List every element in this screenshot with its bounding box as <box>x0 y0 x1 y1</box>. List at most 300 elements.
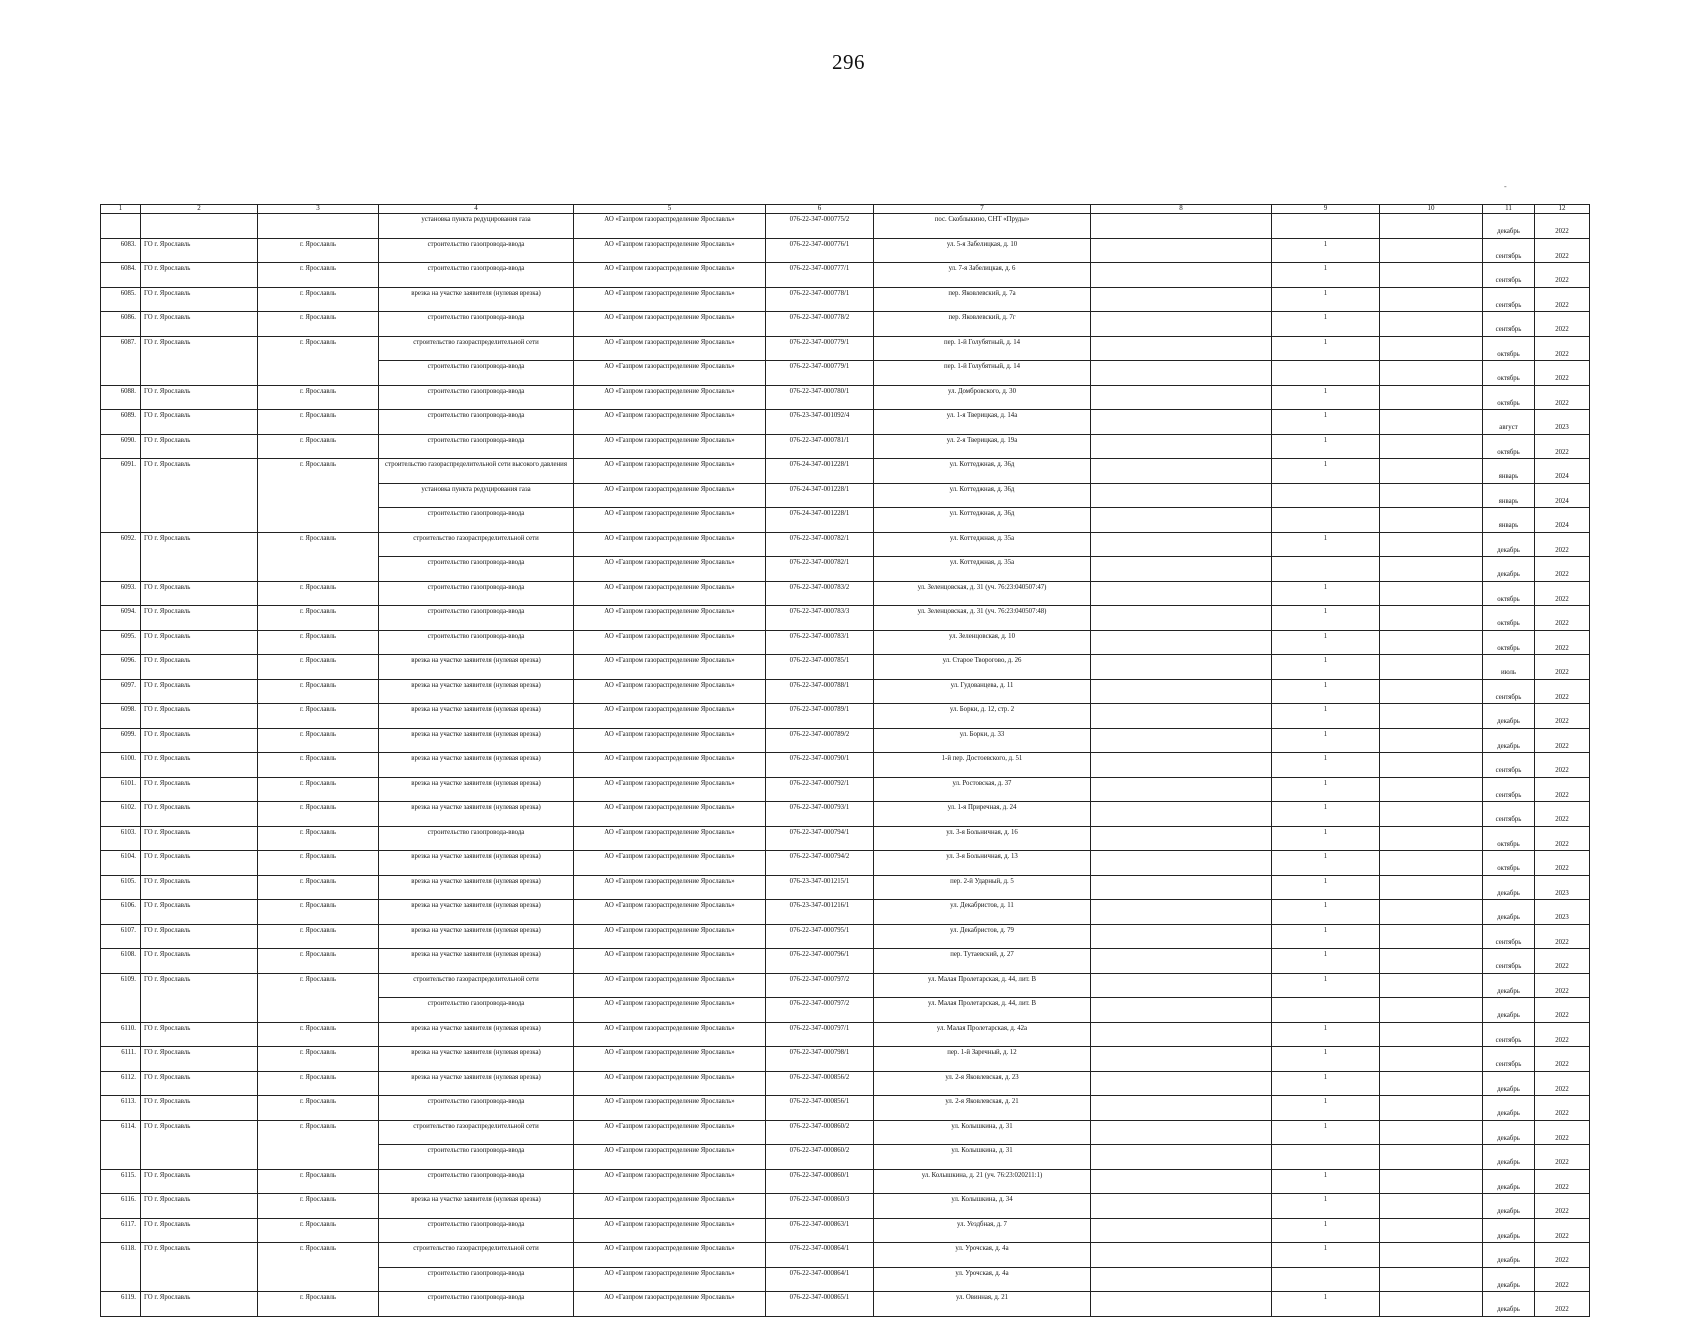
cell-address: ул. 2-я Яковлевская, д. 23 <box>874 1071 1091 1096</box>
cell-organization: АО «Газпром газораспределение Ярославль» <box>574 238 766 263</box>
cell-col-9 <box>1272 1145 1380 1170</box>
cell-organization: АО «Газпром газораспределение Ярославль» <box>574 581 766 606</box>
cell-address: ул. Овинная, д. 21 <box>874 1292 1091 1317</box>
cell-city: г. Ярославль <box>258 1120 379 1145</box>
cell-address: ул. 3-я Больничная, д. 13 <box>874 851 1091 876</box>
cell-row-number: 6089. <box>101 410 141 435</box>
table-row <box>101 875 1590 900</box>
cell-organization: АО «Газпром газораспределение Ярославль» <box>574 875 766 900</box>
cell-address: ул. Малая Пролетарская, д. 42а <box>874 1022 1091 1047</box>
cell-col-8 <box>1091 1022 1272 1047</box>
cell-col-9: 1 <box>1272 532 1380 557</box>
cell-month: декабрь <box>1483 728 1535 753</box>
cell-address: ул. Зеленцовская, д. 31 (уч. 76:23:040507:47) <box>874 581 1091 606</box>
cell-address: ул. Борки, д. 33 <box>874 728 1091 753</box>
cell-year: 2022 <box>1535 630 1590 655</box>
cell-year: 2022 <box>1535 753 1590 778</box>
cell-row-number: 6109. <box>101 973 141 998</box>
cell-row-number <box>101 214 141 239</box>
cell-application-code: 076-22-347-000789/1 <box>766 704 874 729</box>
cell-col-9: 1 <box>1272 1022 1380 1047</box>
cell-address: ул. Колышкина, д. 21 (уч. 76:23:020211:1) <box>874 1169 1091 1194</box>
cell-year: 2022 <box>1535 434 1590 459</box>
cell-row-number: 6099. <box>101 728 141 753</box>
cell-col-10 <box>1380 630 1483 655</box>
cell-address: ул. Малая Пролетарская, д. 44, лит. В <box>874 973 1091 998</box>
cell-municipality <box>141 1267 258 1292</box>
cell-address: ул. 7-я Забелицкая, д. 6 <box>874 263 1091 288</box>
cell-city: г. Ярославль <box>258 434 379 459</box>
cell-organization: АО «Газпром газораспределение Ярославль» <box>574 1120 766 1145</box>
cell-month: июль <box>1483 655 1535 680</box>
cell-row-number: 6092. <box>101 532 141 557</box>
cell-col-9: 1 <box>1272 1096 1380 1121</box>
cell-row-number: 6091. <box>101 459 141 484</box>
cell-work-type: строительство газопровода-ввода <box>379 508 574 533</box>
cell-municipality: ГО г. Ярославль <box>141 434 258 459</box>
cell-col-8 <box>1091 532 1272 557</box>
cell-address: ул. Декабристов, д. 11 <box>874 900 1091 925</box>
cell-work-type: врезка на участке заявителя (нулевая врезка) <box>379 1022 574 1047</box>
cell-city: г. Ярославль <box>258 312 379 337</box>
cell-city: г. Ярославль <box>258 532 379 557</box>
cell-col-8 <box>1091 1047 1272 1072</box>
cell-application-code: 076-22-347-000782/1 <box>766 532 874 557</box>
cell-municipality: ГО г. Ярославль <box>141 924 258 949</box>
cell-col-9: 1 <box>1272 581 1380 606</box>
cell-row-number: 6110. <box>101 1022 141 1047</box>
cell-col-8 <box>1091 214 1272 239</box>
col-header: 4 <box>379 205 574 214</box>
cell-row-number <box>101 483 141 508</box>
cell-city: г. Ярославль <box>258 410 379 435</box>
table-row <box>101 704 1590 729</box>
table-row <box>101 483 1590 508</box>
cell-city: г. Ярославль <box>258 1292 379 1317</box>
cell-year: 2022 <box>1535 802 1590 827</box>
cell-col-10 <box>1380 802 1483 827</box>
cell-work-type: строительство газопровода-ввода <box>379 312 574 337</box>
cell-month: октябрь <box>1483 606 1535 631</box>
cell-application-code: 076-22-347-000775/2 <box>766 214 874 239</box>
cell-year: 2022 <box>1535 287 1590 312</box>
cell-work-type: врезка на участке заявителя (нулевая врезка) <box>379 1047 574 1072</box>
cell-col-9: 1 <box>1272 753 1380 778</box>
cell-municipality: ГО г. Ярославль <box>141 802 258 827</box>
cell-row-number <box>101 557 141 582</box>
cell-year: 2024 <box>1535 508 1590 533</box>
cell-row-number: 6113. <box>101 1096 141 1121</box>
cell-municipality: ГО г. Ярославль <box>141 973 258 998</box>
cell-month: сентябрь <box>1483 679 1535 704</box>
cell-col-9: 1 <box>1272 1194 1380 1219</box>
cell-work-type: строительство газопровода-ввода <box>379 581 574 606</box>
cell-month: декабрь <box>1483 1120 1535 1145</box>
cell-col-8 <box>1091 1169 1272 1194</box>
cell-address: ул. 1-я Приречная, д. 24 <box>874 802 1091 827</box>
cell-month: декабрь <box>1483 875 1535 900</box>
cell-work-type: строительство газопровода-ввода <box>379 361 574 386</box>
cell-address: ул. Домбровского, д. 30 <box>874 385 1091 410</box>
cell-col-10 <box>1380 557 1483 582</box>
cell-col-10 <box>1380 655 1483 680</box>
cell-application-code: 076-22-347-000776/1 <box>766 238 874 263</box>
page-number: 296 <box>832 50 865 74</box>
col-header: 3 <box>258 205 379 214</box>
cell-municipality <box>141 508 258 533</box>
cell-address: ул. Малая Пролетарская, д. 44, лит. В <box>874 998 1091 1023</box>
table-row <box>101 361 1590 386</box>
cell-city: г. Ярославль <box>258 287 379 312</box>
cell-year: 2022 <box>1535 336 1590 361</box>
cell-organization: АО «Газпром газораспределение Ярославль» <box>574 1169 766 1194</box>
cell-col-10 <box>1380 949 1483 974</box>
cell-month: декабрь <box>1483 1194 1535 1219</box>
table-row <box>101 1047 1590 1072</box>
cell-row-number: 6083. <box>101 238 141 263</box>
cell-address: ул. Зеленцовская, д. 31 (уч. 76:23:040507:48) <box>874 606 1091 631</box>
cell-year: 2022 <box>1535 924 1590 949</box>
col-header: 10 <box>1380 205 1483 214</box>
cell-month: сентябрь <box>1483 1047 1535 1072</box>
cell-organization: АО «Газпром газораспределение Ярославль» <box>574 704 766 729</box>
cell-municipality: ГО г. Ярославль <box>141 777 258 802</box>
cell-year: 2022 <box>1535 263 1590 288</box>
cell-year: 2022 <box>1535 704 1590 729</box>
cell-col-9: 1 <box>1272 630 1380 655</box>
cell-col-8 <box>1091 924 1272 949</box>
cell-col-10 <box>1380 312 1483 337</box>
cell-municipality: ГО г. Ярославль <box>141 1243 258 1268</box>
cell-col-10 <box>1380 1194 1483 1219</box>
cell-organization: АО «Газпром газораспределение Ярославль» <box>574 1218 766 1243</box>
cell-address: ул. Гудованцева, д. 11 <box>874 679 1091 704</box>
cell-city: г. Ярославль <box>258 385 379 410</box>
cell-col-10 <box>1380 508 1483 533</box>
cell-row-number: 6115. <box>101 1169 141 1194</box>
col-header: 8 <box>1091 205 1272 214</box>
cell-col-9: 1 <box>1272 1120 1380 1145</box>
cell-organization: АО «Газпром газораспределение Ярославль» <box>574 851 766 876</box>
cell-organization: АО «Газпром газораспределение Ярославль» <box>574 679 766 704</box>
cell-application-code: 076-23-347-001215/1 <box>766 875 874 900</box>
cell-col-9: 1 <box>1272 434 1380 459</box>
table-row <box>101 312 1590 337</box>
cell-municipality <box>141 214 258 239</box>
cell-col-8 <box>1091 1243 1272 1268</box>
cell-col-9: 1 <box>1272 238 1380 263</box>
cell-organization: АО «Газпром газораспределение Ярославль» <box>574 459 766 484</box>
cell-municipality: ГО г. Ярославль <box>141 263 258 288</box>
cell-row-number: 6095. <box>101 630 141 655</box>
table-row <box>101 949 1590 974</box>
table-row <box>101 263 1590 288</box>
col-header: 12 <box>1535 205 1590 214</box>
cell-month: декабрь <box>1483 557 1535 582</box>
cell-month: октябрь <box>1483 851 1535 876</box>
cell-organization: АО «Газпром газораспределение Ярославль» <box>574 826 766 851</box>
cell-work-type: строительство газопровода-ввода <box>379 410 574 435</box>
cell-application-code: 076-22-347-000797/2 <box>766 998 874 1023</box>
cell-city: г. Ярославль <box>258 606 379 631</box>
cell-col-8 <box>1091 1096 1272 1121</box>
table-row <box>101 1169 1590 1194</box>
cell-year: 2022 <box>1535 361 1590 386</box>
cell-city <box>258 483 379 508</box>
cell-row-number: 6085. <box>101 287 141 312</box>
cell-col-8 <box>1091 753 1272 778</box>
cell-work-type: установка пункта редуцирования газа <box>379 483 574 508</box>
cell-address: ул. Коттеджная, д. 35а <box>874 557 1091 582</box>
table-row <box>101 214 1590 239</box>
cell-application-code: 076-24-347-001228/1 <box>766 508 874 533</box>
cell-year: 2022 <box>1535 777 1590 802</box>
cell-col-9: 1 <box>1272 263 1380 288</box>
cell-year: 2022 <box>1535 1169 1590 1194</box>
cell-work-type: врезка на участке заявителя (нулевая врезка) <box>379 875 574 900</box>
table-row <box>101 1267 1590 1292</box>
cell-col-8 <box>1091 728 1272 753</box>
cell-col-10 <box>1380 875 1483 900</box>
cell-col-8 <box>1091 606 1272 631</box>
cell-municipality: ГО г. Ярославль <box>141 949 258 974</box>
cell-row-number: 6104. <box>101 851 141 876</box>
cell-organization: АО «Газпром газораспределение Ярославль» <box>574 287 766 312</box>
cell-organization: АО «Газпром газораспределение Ярославль» <box>574 728 766 753</box>
cell-row-number: 6087. <box>101 336 141 361</box>
cell-col-9 <box>1272 508 1380 533</box>
cell-municipality: ГО г. Ярославль <box>141 630 258 655</box>
cell-row-number: 6090. <box>101 434 141 459</box>
cell-address: ул. Колышкина, д. 31 <box>874 1145 1091 1170</box>
cell-col-9: 1 <box>1272 679 1380 704</box>
cell-row-number: 6112. <box>101 1071 141 1096</box>
cell-work-type: строительство газопровода-ввода <box>379 1096 574 1121</box>
cell-year: 2022 <box>1535 581 1590 606</box>
cell-col-9: 1 <box>1272 410 1380 435</box>
cell-city: г. Ярославль <box>258 238 379 263</box>
cell-col-8 <box>1091 1071 1272 1096</box>
cell-row-number <box>101 1145 141 1170</box>
cell-organization: АО «Газпром газораспределение Ярославль» <box>574 900 766 925</box>
cell-municipality: ГО г. Ярославль <box>141 728 258 753</box>
cell-address: ул. Борки, д. 12, стр. 2 <box>874 704 1091 729</box>
cell-work-type: строительство газораспределительной сети <box>379 1120 574 1145</box>
cell-organization: АО «Газпром газораспределение Ярославль» <box>574 630 766 655</box>
cell-month: декабрь <box>1483 1243 1535 1268</box>
cell-col-8 <box>1091 679 1272 704</box>
cell-municipality: ГО г. Ярославль <box>141 655 258 680</box>
cell-city: г. Ярославль <box>258 1022 379 1047</box>
cell-city: г. Ярославль <box>258 1096 379 1121</box>
cell-city <box>258 1267 379 1292</box>
cell-col-8 <box>1091 263 1272 288</box>
cell-city: г. Ярославль <box>258 679 379 704</box>
table-row <box>101 459 1590 484</box>
table-row <box>101 532 1590 557</box>
cell-col-10 <box>1380 287 1483 312</box>
cell-col-10 <box>1380 1047 1483 1072</box>
cell-application-code: 076-22-347-000864/1 <box>766 1243 874 1268</box>
table-row <box>101 802 1590 827</box>
cell-year: 2022 <box>1535 1267 1590 1292</box>
cell-address: ул. Урочская, д. 4а <box>874 1243 1091 1268</box>
table-row <box>101 924 1590 949</box>
cell-municipality: ГО г. Ярославль <box>141 1194 258 1219</box>
cell-col-9 <box>1272 483 1380 508</box>
cell-address: ул. 2-я Яковлевская, д. 21 <box>874 1096 1091 1121</box>
cell-col-9: 1 <box>1272 336 1380 361</box>
cell-city: г. Ярославль <box>258 973 379 998</box>
cell-work-type: врезка на участке заявителя (нулевая врезка) <box>379 802 574 827</box>
cell-application-code: 076-22-347-000779/1 <box>766 336 874 361</box>
cell-application-code: 076-22-347-000778/2 <box>766 312 874 337</box>
cell-address: пер. Яковлевский, д. 7г <box>874 312 1091 337</box>
cell-application-code: 076-22-347-000795/1 <box>766 924 874 949</box>
cell-work-type: врезка на участке заявителя (нулевая врезка) <box>379 924 574 949</box>
cell-col-10 <box>1380 532 1483 557</box>
cell-row-number: 6097. <box>101 679 141 704</box>
cell-address: ул. Декабристов, д. 79 <box>874 924 1091 949</box>
cell-work-type: врезка на участке заявителя (нулевая врезка) <box>379 753 574 778</box>
cell-application-code: 076-22-347-000860/2 <box>766 1145 874 1170</box>
cell-address: 1-й пер. Достоевского, д. 51 <box>874 753 1091 778</box>
cell-organization: АО «Газпром газораспределение Ярославль» <box>574 312 766 337</box>
cell-application-code: 076-24-347-001228/1 <box>766 459 874 484</box>
cell-month: декабрь <box>1483 1169 1535 1194</box>
cell-row-number <box>101 998 141 1023</box>
cell-application-code: 076-22-347-000778/1 <box>766 287 874 312</box>
cell-row-number: 6106. <box>101 900 141 925</box>
cell-application-code: 076-22-347-000783/1 <box>766 630 874 655</box>
cell-application-code: 076-22-347-000780/1 <box>766 385 874 410</box>
cell-application-code: 076-22-347-000796/1 <box>766 949 874 974</box>
cell-col-8 <box>1091 336 1272 361</box>
cell-year: 2023 <box>1535 900 1590 925</box>
cell-col-8 <box>1091 483 1272 508</box>
cell-col-10 <box>1380 361 1483 386</box>
cell-work-type: строительство газопровода-ввода <box>379 606 574 631</box>
table-row <box>101 851 1590 876</box>
cell-work-type: строительство газораспределительной сети высокого давления <box>379 459 574 484</box>
cell-row-number: 6102. <box>101 802 141 827</box>
table-row <box>101 900 1590 925</box>
cell-col-8 <box>1091 802 1272 827</box>
cell-year: 2023 <box>1535 875 1590 900</box>
cell-municipality: ГО г. Ярославль <box>141 875 258 900</box>
table-row <box>101 753 1590 778</box>
cell-work-type: строительство газопровода-ввода <box>379 1267 574 1292</box>
cell-application-code: 076-22-347-000860/3 <box>766 1194 874 1219</box>
cell-municipality: ГО г. Ярославль <box>141 238 258 263</box>
table-body <box>101 205 1590 1317</box>
cell-col-9: 1 <box>1272 802 1380 827</box>
cell-work-type: строительство газопровода-ввода <box>379 1145 574 1170</box>
cell-col-10 <box>1380 1096 1483 1121</box>
cell-city: г. Ярославль <box>258 1243 379 1268</box>
table-row <box>101 630 1590 655</box>
cell-col-9: 1 <box>1272 1169 1380 1194</box>
table-row <box>101 1120 1590 1145</box>
cell-application-code: 076-22-347-000860/2 <box>766 1120 874 1145</box>
cell-year: 2022 <box>1535 851 1590 876</box>
cell-col-10 <box>1380 1218 1483 1243</box>
cell-col-10 <box>1380 924 1483 949</box>
cell-city: г. Ярославль <box>258 802 379 827</box>
cell-application-code: 076-23-347-001092/4 <box>766 410 874 435</box>
cell-row-number: 6119. <box>101 1292 141 1317</box>
table-row <box>101 826 1590 851</box>
cell-work-type: строительство газопровода-ввода <box>379 826 574 851</box>
cell-municipality: ГО г. Ярославль <box>141 1169 258 1194</box>
cell-address: пер. 1-й Голубятный, д. 14 <box>874 361 1091 386</box>
cell-address: ул. Коттеджная, д. 36д <box>874 483 1091 508</box>
cell-col-8 <box>1091 361 1272 386</box>
cell-organization: АО «Газпром газораспределение Ярославль» <box>574 1096 766 1121</box>
cell-address: пер. 2-й Ударный, д. 5 <box>874 875 1091 900</box>
table-row <box>101 655 1590 680</box>
cell-organization: АО «Газпром газораспределение Ярославль» <box>574 606 766 631</box>
cell-col-8 <box>1091 434 1272 459</box>
cell-organization: АО «Газпром газораспределение Ярославль» <box>574 410 766 435</box>
cell-city: г. Ярославль <box>258 875 379 900</box>
cell-organization: АО «Газпром газораспределение Ярославль» <box>574 434 766 459</box>
cell-col-9: 1 <box>1272 1292 1380 1317</box>
cell-month: сентябрь <box>1483 263 1535 288</box>
cell-month: октябрь <box>1483 434 1535 459</box>
cell-city: г. Ярославль <box>258 851 379 876</box>
cell-city: г. Ярославль <box>258 1169 379 1194</box>
cell-col-9: 1 <box>1272 728 1380 753</box>
cell-month: декабрь <box>1483 704 1535 729</box>
cell-work-type: строительство газопровода-ввода <box>379 1218 574 1243</box>
cell-month: январь <box>1483 483 1535 508</box>
cell-col-10 <box>1380 1071 1483 1096</box>
cell-application-code: 076-22-347-000788/1 <box>766 679 874 704</box>
table-row <box>101 1194 1590 1219</box>
cell-work-type: строительство газопровода-ввода <box>379 385 574 410</box>
cell-col-8 <box>1091 777 1272 802</box>
cell-col-9: 1 <box>1272 287 1380 312</box>
cell-col-8 <box>1091 630 1272 655</box>
cell-col-9: 1 <box>1272 973 1380 998</box>
cell-application-code: 076-22-347-000797/2 <box>766 973 874 998</box>
cell-organization: АО «Газпром газораспределение Ярославль» <box>574 263 766 288</box>
cell-application-code: 076-23-347-001216/1 <box>766 900 874 925</box>
cell-col-10 <box>1380 1145 1483 1170</box>
cell-month: октябрь <box>1483 361 1535 386</box>
cell-col-10 <box>1380 998 1483 1023</box>
cell-municipality: ГО г. Ярославль <box>141 1096 258 1121</box>
cell-city: г. Ярославль <box>258 924 379 949</box>
cell-municipality: ГО г. Ярославль <box>141 1120 258 1145</box>
cell-col-8 <box>1091 1120 1272 1145</box>
cell-city <box>258 557 379 582</box>
cell-month: сентябрь <box>1483 753 1535 778</box>
table-row <box>101 777 1590 802</box>
cell-month: сентябрь <box>1483 287 1535 312</box>
table-row <box>101 238 1590 263</box>
cell-city: г. Ярославль <box>258 581 379 606</box>
cell-municipality <box>141 361 258 386</box>
cell-month: октябрь <box>1483 385 1535 410</box>
cell-address: ул. 5-я Забелицкая, д. 10 <box>874 238 1091 263</box>
cell-col-10 <box>1380 434 1483 459</box>
table-row <box>101 998 1590 1023</box>
cell-month: октябрь <box>1483 581 1535 606</box>
cell-month: сентябрь <box>1483 238 1535 263</box>
cell-col-10 <box>1380 1292 1483 1317</box>
